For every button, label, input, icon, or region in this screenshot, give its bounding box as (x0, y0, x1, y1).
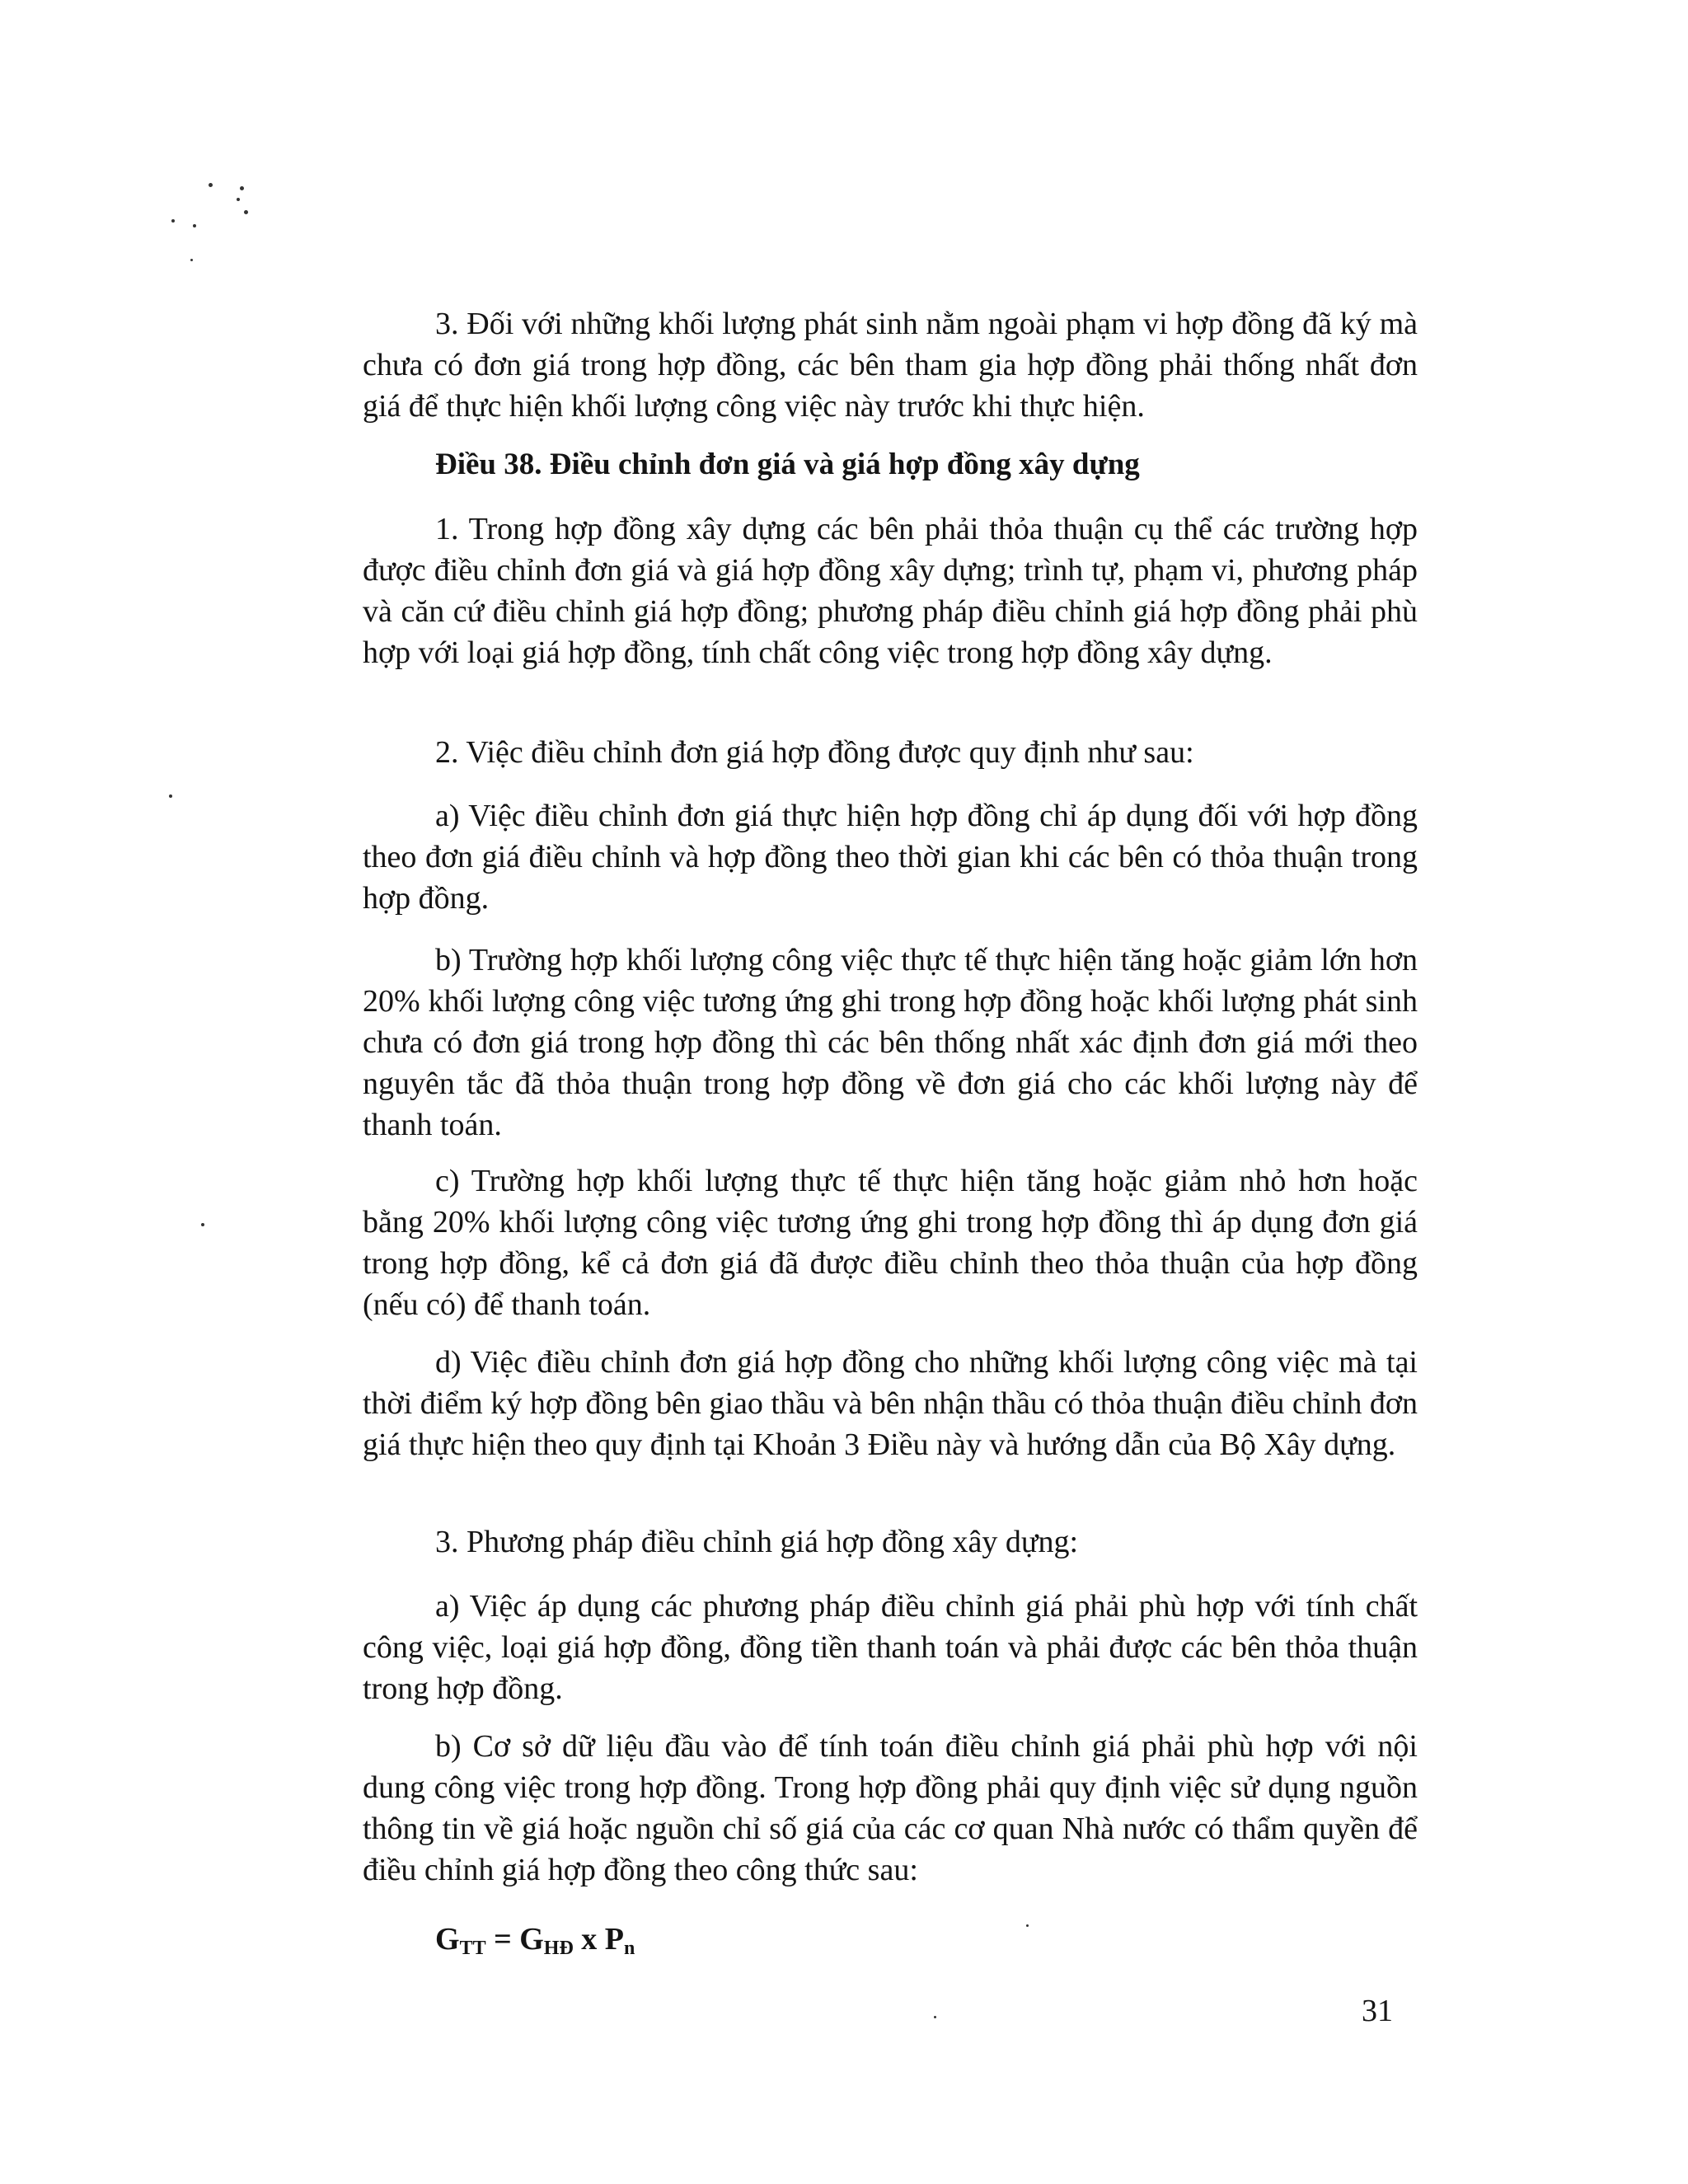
scan-speck (209, 183, 213, 187)
paragraph-khoan-3-supplementary: 3. Đối với những khối lượng phát sinh nằm ngoài phạm vi hợp đồng đã ký mà chưa có đơn giá trong hợp đồng, các bên tham gia hợp đồng phải thống nhất đơn giá để thực hiện khối lượng công việc này trước khi thực hiện. (363, 307, 1418, 424)
paragraph-clause-3a: a) Việc áp dụng các phương pháp điều chỉnh giá phải phù hợp với tính chất công việc, loại giá hợp đồng, đồng tiền thanh toán và phải được các bên thỏa thuận trong hợp đồng. (363, 1589, 1418, 1706)
scan-speck (193, 224, 196, 227)
scan-speck (237, 198, 240, 201)
paragraph-clause-2a: a) Việc điều chỉnh đơn giá thực hiện hợp đồng chỉ áp dụng đối với hợp đồng theo đơn giá điều chỉnh và hợp đồng theo thời gian khi các bên có thỏa thuận trong hợp đồng. (363, 799, 1418, 916)
scan-speck (1026, 1924, 1029, 1927)
scan-speck (201, 1223, 204, 1226)
paragraph-clause-2d: d) Việc điều chỉnh đơn giá hợp đồng cho những khối lượng công việc mà tại thời điểm ký hợp đồng bên giao thầu và bên nhận thầu có thỏa thuận điều chỉnh đơn giá thực hiện theo quy định tại Khoản 3 Điều này và hướng dẫn của Bộ Xây dựng. (363, 1345, 1418, 1462)
formula-times: x (573, 1922, 605, 1957)
paragraph-clause-2b: b) Trường hợp khối lượng công việc thực tế thực hiện tăng hoặc giảm lớn hơn 20% khối lượng công việc tương ứng ghi trong hợp đồng hoặc khối lượng phát sinh chưa có đơn giá trong hợp đồng thì các bên thống nhất xác định đơn giá mới theo nguyên tắc đã thỏa thuận trong hợp đồng về đơn giá cho các khối lượng này để thanh toán. (363, 943, 1418, 1142)
formula-equals: = (485, 1922, 520, 1957)
page-number: 31 (1362, 1994, 1393, 2028)
scan-speck (171, 219, 175, 223)
formula-hd-subscript: HĐ (543, 1938, 574, 1959)
scan-speck (934, 2016, 936, 2018)
paragraph-clause-2c: c) Trường hợp khối lượng thực tế thực hiện tăng hoặc giảm nhỏ hơn hoặc bằng 20% khối lượng công việc tương ứng ghi trong hợp đồng thì áp dụng đơn giá trong hợp đồng, kể cả đơn giá đã được điều chỉnh theo thỏa thuận của hợp đồng (nếu có) để thanh toán. (363, 1164, 1418, 1322)
paragraph-clause-1: 1. Trong hợp đồng xây dựng các bên phải thỏa thuận cụ thể các trường hợp được điều chỉnh đơn giá và giá hợp đồng xây dựng; trình tự, phạm vi, phương pháp và căn cứ điều chỉnh giá hợp đồng; phương pháp điều chỉnh giá hợp đồng phải phù hợp với loại giá hợp đồng, tính chất công việc trong hợp đồng xây dựng. (363, 512, 1418, 670)
formula-n-subscript: n (624, 1938, 635, 1959)
scan-speck (244, 210, 248, 214)
formula-g-contract-symbol: G (519, 1922, 544, 1957)
paragraph-clause-2: 2. Việc điều chỉnh đơn giá hợp đồng được quy định như sau: (435, 735, 1194, 770)
paragraph-clause-3b: b) Cơ sở dữ liệu đầu vào để tính toán điều chỉnh giá phải phù hợp với nội dung công việc trong hợp đồng. Trong hợp đồng phải quy định việc sử dụng nguồn thông tin về giá hoặc nguồn chỉ số giá của các cơ quan Nhà nước có thẩm quyền để điều chỉnh giá hợp đồng theo công thức sau: (363, 1729, 1418, 1887)
price-adjustment-formula (435, 1919, 635, 1969)
article-heading: Điều 38. Điều chỉnh đơn giá và giá hợp đồng xây dựng (435, 448, 1140, 481)
scan-speck (169, 794, 172, 798)
formula-p-symbol: P (604, 1922, 625, 1957)
scan-speck (190, 259, 193, 261)
formula-g-symbol: G (435, 1922, 460, 1957)
formula-tt-subscript: TT (459, 1938, 486, 1959)
scan-speck (240, 186, 244, 190)
paragraph-clause-3: 3. Phương pháp điều chỉnh giá hợp đồng xây dựng: (435, 1525, 1079, 1559)
